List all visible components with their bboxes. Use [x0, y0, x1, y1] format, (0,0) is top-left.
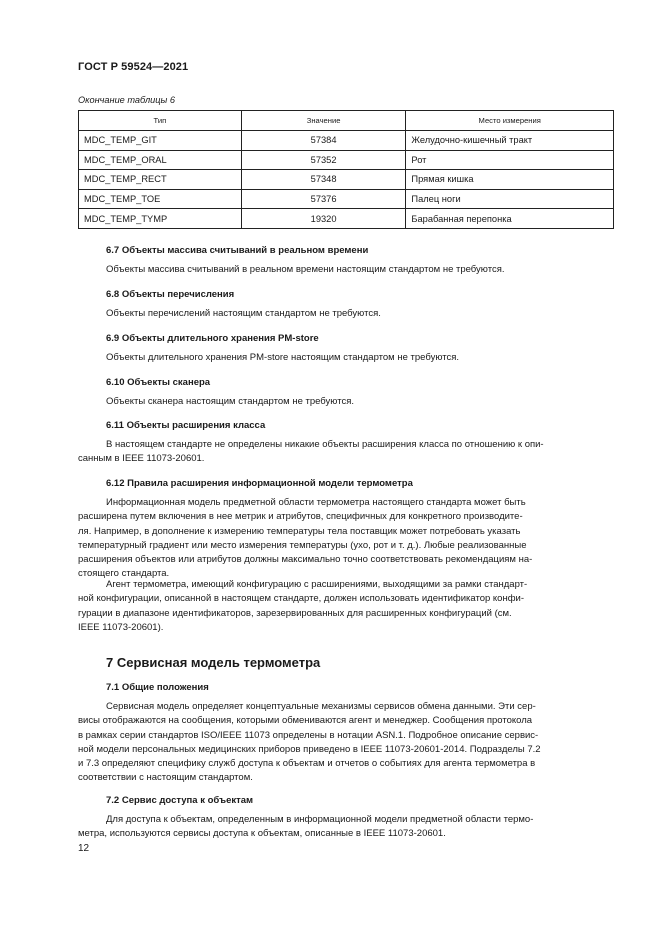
cell-value: 57352: [241, 150, 406, 170]
section-6-7-title: 6.7 Объекты массива считываний в реальном времени: [106, 245, 369, 256]
section-6-8-title: 6.8 Объекты перечисления: [106, 289, 235, 300]
column-header-type: Тип: [79, 111, 242, 131]
section-6-10-title: 6.10 Объекты сканера: [106, 377, 211, 388]
section-6-12-title: 6.12 Правила расширения информационной модели термометра: [106, 478, 413, 489]
section-6-9-text: Объекты длительного хранения PM-store настоящим стандартом не требуются.: [106, 352, 460, 363]
table-row: [79, 189, 614, 209]
column-header-site: Место измерения: [406, 111, 614, 131]
table-row: [79, 170, 614, 190]
table-header-row: [79, 111, 614, 131]
cell-type: MDC_TEMP_TOE: [79, 189, 242, 209]
cell-site: Желудочно-кишечный тракт: [406, 131, 614, 151]
section-6-10-text: Объекты сканера настоящим стандартом не требуются.: [106, 396, 354, 407]
section-6-11-text: В настоящем стандарте не определены никакие объекты расширения класса по отношению к опи- санным в IEEE 11073-20601.: [78, 439, 544, 465]
section-7-1-text: Сервисная модель определяет концептуальные механизмы сервисов обмена данными. Эти сер- висы отображаются на сообщения, которыми обмениваются агент и менеджер. Сообщения протокола в рамках серии стандартов ISO/IEEE 11073 определены в нотации ASN.1. Подробное описание сервис- ной модели персональных медицинских приборов приведено в IEEE 11073-20601-2014. Подразделы 7.2 и 7.3 определяют специфику служб доступа к объектам и отчетов о событиях для агента термометра в соответствии с настоящим стандартом.: [78, 701, 541, 784]
cell-value: 57348: [241, 170, 406, 190]
table-row: [79, 209, 614, 229]
cell-site: Палец ноги: [406, 189, 614, 209]
cell-type: MDC_TEMP_TYMP: [79, 209, 242, 229]
section-7-1-title: 7.1 Общие положения: [106, 682, 209, 693]
cell-value: 19320: [241, 209, 406, 229]
section-6-12-paragraph-1: Информационная модель предметной области термометра настоящего стандарта может быть расширена путем включения в нее метрик и атрибутов, специфичных для конкретного производите- ля. Например, в дополнение к измерению температуры тела поставщик может потребовать указать температурный градиент или место измерения температуры (ухо, рот и т. д.). Любые реализованные расширения объектов или атрибутов должны максимально точно соответствовать рекомендациям на- стоящего стандарта.: [78, 497, 533, 580]
section-6-9-title: 6.9 Объекты длительного хранения PM-store: [106, 333, 319, 344]
table-6: [78, 110, 614, 229]
section-6-8-text: Объекты перечислений настоящим стандартом не требуются.: [106, 308, 381, 319]
section-7-2-text: Для доступа к объектам, определенным в информационной модели предметной области термо- метра, используются сервисы доступа к объектам, описанные в IEEE 11073-20601.: [78, 814, 534, 840]
cell-value: 57376: [241, 189, 406, 209]
section-6-12-paragraph-2: Агент термометра, имеющий конфигурацию с расширениями, выходящими за рамки стандарт- ной конфигурации, описанной в настоящем стандарте, должен использовать идентификатор конфи- гурации в диапазоне идентификаторов, зарезервированных для расширенных конфигураций (см. IEEE 11073-20601).: [78, 579, 528, 633]
cell-type: MDC_TEMP_ORAL: [79, 150, 242, 170]
section-7-2-title: 7.2 Сервис доступа к объектам: [106, 795, 254, 806]
cell-value: 57384: [241, 131, 406, 151]
table-row: [79, 131, 614, 151]
column-header-value: Значение: [241, 111, 406, 131]
cell-type: MDC_TEMP_RECT: [79, 170, 242, 190]
cell-site: Прямая кишка: [406, 170, 614, 190]
page-number: 12: [78, 843, 90, 854]
cell-type: MDC_TEMP_GIT: [79, 131, 242, 151]
section-6-7-text: Объекты массива считываний в реальном времени настоящим стандартом не требуются.: [106, 264, 505, 275]
table-row: [79, 150, 614, 170]
cell-site: Барабанная перепонка: [406, 209, 614, 229]
section-6-11-title: 6.11 Объекты расширения класса: [106, 420, 266, 431]
table-caption: Окончание таблицы 6: [78, 95, 175, 105]
cell-site: Рот: [406, 150, 614, 170]
chapter-7-title: 7 Сервисная модель термометра: [106, 655, 321, 670]
document-header: ГОСТ Р 59524—2021: [78, 61, 189, 73]
